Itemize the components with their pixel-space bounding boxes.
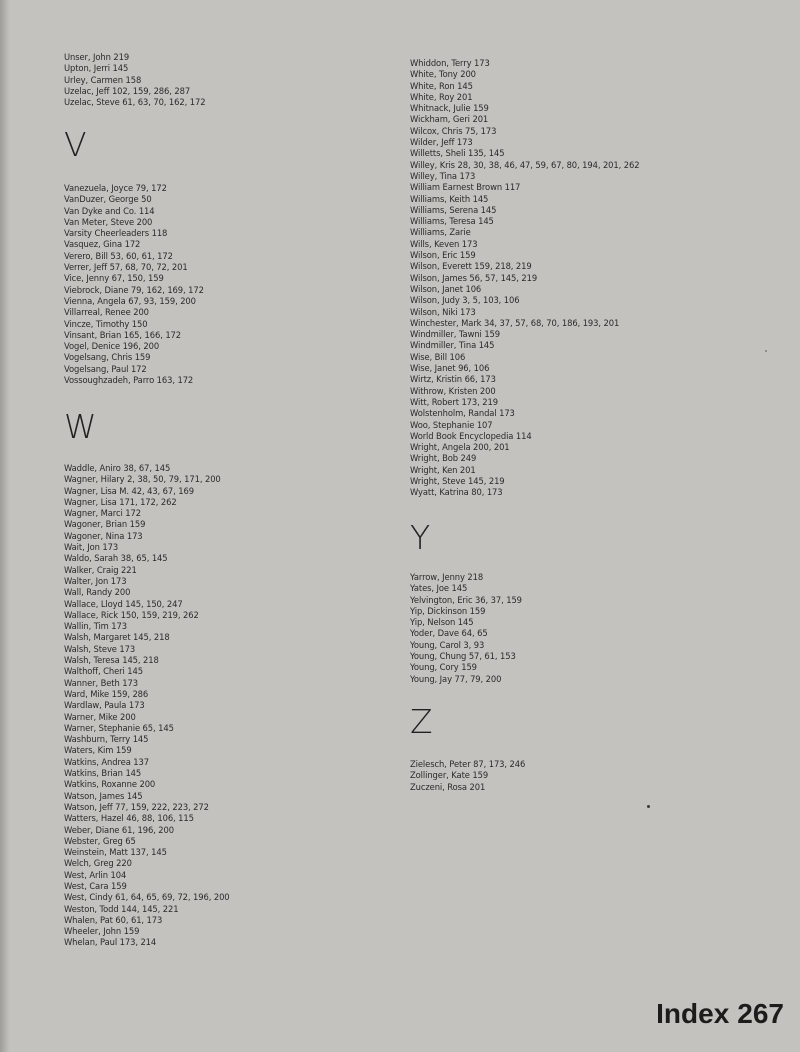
index-entry: Zollinger, Kate 159: [410, 770, 489, 781]
index-entry: Welch, Greg 220: [64, 858, 132, 869]
index-list-y: [410, 572, 522, 685]
index-entry: Willey, Tina 173: [410, 170, 476, 181]
index-entry: Wyatt, Katrina 80, 173: [410, 487, 503, 498]
index-entry: Weinstein, Matt 137, 145: [64, 847, 167, 858]
index-entry: Weber, Diane 61, 196, 200: [64, 824, 174, 835]
index-entry: Wallin, Tim 173: [64, 621, 127, 632]
index-entry: Waddle, Aniro 38, 67, 145: [64, 463, 171, 473]
index-entry: Wardlaw, Paula 173: [64, 700, 145, 711]
index-entry: Watkins, Andrea 137: [64, 756, 149, 767]
index-entry: Verrer, Jeff 57, 68, 70, 72, 201: [64, 262, 188, 273]
index-entry: Van Meter, Steve 200: [64, 216, 153, 227]
index-entry: Wallace, Lloyd 145, 150, 247: [64, 598, 183, 609]
index-entry: Watson, James 145: [64, 790, 143, 801]
index-entry: Varsity Cheerleaders 118: [64, 228, 168, 239]
index-entry: Watkins, Roxanne 200: [64, 779, 156, 790]
index-list-v: [64, 183, 204, 386]
index-entry: Wolstenholm, Randal 173: [410, 408, 515, 419]
index-entry: Yarrow, Jenny 218: [410, 572, 484, 582]
index-entry: World Book Encyclopedia 114: [410, 430, 532, 441]
index-entry: Warner, Mike 200: [64, 711, 136, 722]
index-entry: Upton, Jerri 145: [64, 63, 129, 74]
index-list-z: [410, 759, 525, 793]
index-entry: Young, Chung 57, 61, 153: [410, 651, 516, 662]
index-entry: Wanner, Beth 173: [64, 677, 138, 688]
index-entry: Williams, Zarie: [410, 227, 471, 238]
index-entry: Waters, Kim 159: [64, 745, 132, 756]
index-entry: Wait, Jon 173: [64, 542, 119, 553]
section-letter-w: W: [64, 407, 97, 446]
index-entry: Wagner, Lisa 171, 172, 262: [64, 496, 177, 507]
index-entry: Wagner, Hilary 2, 38, 50, 79, 171, 200: [64, 474, 221, 485]
index-entry: Van Dyke and Co. 114: [64, 205, 155, 216]
index-entry: Yip, Dickinson 159: [410, 605, 486, 616]
index-entry: Whalen, Pat 60, 61, 173: [64, 914, 163, 925]
index-entry: Willey, Kris 28, 30, 38, 46, 47, 59, 67, 80, 194, 201, 262: [410, 159, 640, 170]
index-entry: Wilson, Everett 159, 218, 219: [410, 261, 532, 272]
index-entry: Yip, Nelson 145: [410, 617, 474, 628]
index-entry: Whiddon, Terry 173: [410, 58, 490, 68]
index-entry: Urley, Carmen 158: [64, 74, 142, 85]
index-entry: Wagoner, Nina 173: [64, 530, 143, 541]
index-entry: Wilder, Jeff 173: [410, 137, 473, 148]
index-entry: Ward, Mike 159, 286: [64, 688, 149, 699]
index-entry: Windmiller, Tina 145: [410, 340, 495, 351]
index-entry: Willetts, Sheli 135, 145: [410, 148, 505, 159]
section-letter-z: Z: [410, 702, 433, 741]
index-entry: White, Ron 145: [410, 80, 473, 91]
index-entry: Williams, Serena 145: [410, 204, 497, 215]
index-entry: Villarreal, Renee 200: [64, 307, 149, 318]
index-entry: Zielesch, Peter 87, 173, 246: [410, 759, 526, 769]
index-entry: Wilson, Judy 3, 5, 103, 106: [410, 295, 520, 306]
index-entry: Wilson, Niki 173: [410, 306, 476, 317]
section-letter-v: V: [64, 125, 87, 164]
index-entry: Webster, Greg 65: [64, 835, 136, 846]
index-entry: Wilson, Eric 159: [410, 250, 476, 261]
index-entry: Wright, Steve 145, 219: [410, 475, 505, 486]
index-entry: Wallace, Rick 150, 159, 219, 262: [64, 609, 199, 620]
index-entry: Uzelac, Steve 61, 63, 70, 162, 172: [64, 97, 206, 108]
index-list-w-left: [64, 463, 230, 949]
index-entry: White, Tony 200: [410, 69, 476, 80]
index-entry: Woo, Stephanie 107: [410, 419, 493, 430]
index-entry: Young, Carol 3, 93: [410, 639, 485, 650]
index-entry: Walsh, Steve 173: [64, 643, 136, 654]
index-entry: Young, Cory 159: [410, 662, 477, 673]
index-entry: Weston, Todd 144, 145, 221: [64, 903, 179, 914]
index-entry: Wise, Janet 96, 106: [410, 363, 490, 374]
index-entry: Wright, Ken 201: [410, 464, 476, 475]
index-entry: Vincze, Timothy 150: [64, 318, 148, 329]
index-entry: Vinsant, Brian 165, 166, 172: [64, 329, 182, 340]
page-number: 267: [737, 998, 784, 1029]
index-entry: Uzelac, Jeff 102, 159, 286, 287: [64, 85, 191, 96]
index-entry: Wilson, James 56, 57, 145, 219: [410, 272, 538, 283]
index-entry: Vasquez, Gina 172: [64, 239, 141, 250]
index-entry: West, Cara 159: [64, 880, 127, 891]
index-entry: Wirtz, Kristin 66, 173: [410, 374, 496, 385]
index-entry: Yelvington, Eric 36, 37, 159: [410, 594, 522, 605]
index-entry: Winchester, Mark 34, 37, 57, 68, 70, 186, 193, 201: [410, 317, 620, 328]
index-entry: Warner, Stephanie 65, 145: [64, 722, 174, 733]
index-entry: Wagoner, Brian 159: [64, 519, 146, 530]
index-list-w-right: [410, 58, 639, 499]
index-entry: Wright, Angela 200, 201: [410, 442, 510, 453]
index-entry: Walsh, Teresa 145, 218: [64, 655, 159, 666]
index-entry: Wilcox, Chris 75, 173: [410, 125, 497, 136]
index-entry: West, Cindy 61, 64, 65, 69, 72, 196, 200: [64, 892, 230, 903]
index-entry: Waldo, Sarah 38, 65, 145: [64, 553, 168, 564]
index-entry: Walsh, Margaret 145, 218: [64, 632, 170, 643]
page-footer: [648, 998, 784, 1030]
page-spine-shadow: [0, 0, 10, 1052]
index-entry: Viebrock, Diane 79, 162, 169, 172: [64, 284, 204, 295]
index-entry: Walker, Craig 221: [64, 564, 137, 575]
index-entry: Williams, Teresa 145: [410, 216, 494, 227]
paper-speck: [765, 350, 767, 352]
index-entry: White, Roy 201: [410, 91, 473, 102]
index-entry: Zuczeni, Rosa 201: [410, 781, 486, 792]
index-entry: Yates, Joe 145: [410, 583, 468, 594]
index-entry: Unser, John 219: [64, 52, 130, 62]
index-entry: Wise, Bill 106: [410, 351, 466, 362]
index-entry: VanDuzer, George 50: [64, 194, 152, 205]
index-entry: Williams, Keith 145: [410, 193, 489, 204]
index-entry: Vossoughzadeh, Parro 163, 172: [64, 375, 194, 386]
index-entry: Verero, Bill 53, 60, 61, 172: [64, 250, 173, 261]
index-entry: Yoder, Dave 64, 65: [410, 628, 488, 639]
index-entry: Vice, Jenny 67, 150, 159: [64, 273, 164, 284]
index-entry: Watkins, Brian 145: [64, 768, 142, 779]
index-entry: Wagner, Lisa M. 42, 43, 67, 169: [64, 485, 194, 496]
index-entry: Wheeler, John 159: [64, 926, 140, 937]
index-entry: Washburn, Terry 145: [64, 734, 149, 745]
footer-section-title: Index: [656, 998, 730, 1029]
index-entry: Wilson, Janet 106: [410, 283, 482, 294]
index-entry: Windmiller, Tawni 159: [410, 329, 500, 340]
index-entry: Wright, Bob 249: [410, 453, 477, 464]
index-entry: Wagner, Marci 172: [64, 508, 141, 519]
index-entry: Vogelsang, Paul 172: [64, 363, 147, 374]
index-entry: Whitnack, Julie 159: [410, 103, 489, 114]
section-letter-y: Y: [410, 518, 431, 557]
index-entry: Walter, Jon 173: [64, 575, 127, 586]
index-entry: Watson, Jeff 77, 159, 222, 223, 272: [64, 801, 209, 812]
index-entry: Vienna, Angela 67, 93, 159, 200: [64, 295, 196, 306]
index-entry: Wickham, Geri 201: [410, 114, 489, 125]
index-entry: William Earnest Brown 117: [410, 182, 521, 193]
index-entry: Withrow, Kristen 200: [410, 385, 496, 396]
index-entry: West, Arlin 104: [64, 869, 127, 880]
index-entry: Vogelsang, Chris 159: [64, 352, 151, 363]
index-entry: Young, Jay 77, 79, 200: [410, 673, 502, 684]
index-entry: Whelan, Paul 173, 214: [64, 937, 157, 948]
index-entry: Walthoff, Cheri 145: [64, 666, 143, 677]
index-entry: Vanezuela, Joyce 79, 172: [64, 183, 167, 193]
index-list-u: [64, 52, 205, 108]
index-entry: Witt, Robert 173, 219: [410, 396, 498, 407]
index-entry: Wills, Keven 173: [410, 238, 478, 249]
index-entry: Wall, Randy 200: [64, 587, 131, 598]
paper-speck: [647, 805, 650, 808]
index-entry: Watters, Hazel 46, 88, 106, 115: [64, 813, 194, 824]
index-entry: Vogel, Denice 196, 200: [64, 341, 160, 352]
